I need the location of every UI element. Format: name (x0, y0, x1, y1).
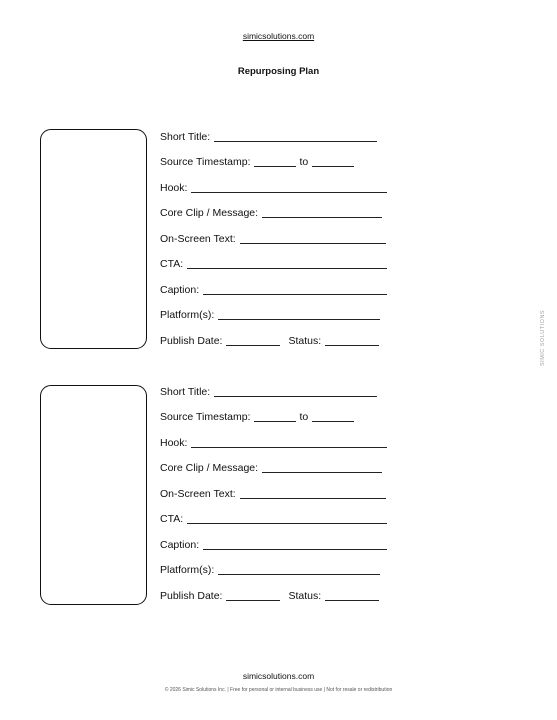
core-clip-label: Core Clip / Message: (160, 207, 259, 220)
on-screen-text-blank (240, 234, 386, 244)
hook-field (160, 175, 400, 201)
publish-date-field (160, 328, 400, 354)
timestamp-start-blank (254, 412, 296, 422)
hook-blank (191, 438, 387, 448)
core-clip-label: Core Clip / Message: (160, 462, 259, 475)
platforms-field (160, 303, 400, 329)
cta-label: CTA: (160, 513, 184, 526)
timestamp-end-blank (312, 157, 354, 167)
source-timestamp-label: Source Timestamp: (160, 156, 251, 169)
status-blank (325, 591, 379, 601)
short-title-label: Short Title: (160, 385, 211, 398)
status-label: Status: (288, 334, 322, 347)
publish-date-label: Publish Date: (160, 589, 223, 602)
publish-date-blank (226, 591, 280, 601)
platforms-blank (218, 565, 380, 575)
footer-legal: © 2026 Simic Solutions Inc. | Free for personal or internal business use | Not for resale or redistribution (164, 687, 393, 693)
status-label: Status: (288, 589, 322, 602)
caption-label: Caption: (160, 283, 200, 296)
on-screen-text-field (160, 481, 400, 507)
cta-field (160, 252, 400, 278)
short-title-field (160, 379, 400, 405)
side-watermark: SIMIC SOLUTIONS (540, 309, 546, 366)
caption-blank (203, 540, 387, 550)
publish-date-blank (226, 336, 280, 346)
publish-date-label: Publish Date: (160, 334, 223, 347)
short-title-field (160, 124, 400, 150)
status-blank (325, 336, 379, 346)
platforms-field (160, 558, 400, 584)
on-screen-text-label: On-Screen Text: (160, 487, 236, 500)
site-header: simicsolutions.com (242, 31, 315, 41)
core-clip-blank (262, 463, 382, 473)
core-clip-blank (262, 208, 382, 218)
cta-blank (187, 514, 387, 524)
caption-field (160, 277, 400, 303)
platforms-label: Platform(s): (160, 564, 215, 577)
footer-site: simicsolutions.com (242, 671, 315, 681)
hook-blank (191, 183, 387, 193)
short-title-label: Short Title: (160, 130, 211, 143)
on-screen-text-blank (240, 489, 386, 499)
cta-label: CTA: (160, 258, 184, 271)
to-label: to (299, 411, 309, 424)
image-placeholder-frame (40, 129, 147, 349)
caption-field (160, 532, 400, 558)
on-screen-text-field (160, 226, 400, 252)
source-timestamp-field (160, 405, 400, 431)
on-screen-text-label: On-Screen Text: (160, 232, 236, 245)
publish-date-field (160, 583, 400, 609)
caption-blank (203, 285, 387, 295)
short-title-blank (214, 132, 377, 142)
platforms-blank (218, 310, 380, 320)
page-title: Repurposing Plan (237, 66, 320, 77)
timestamp-end-blank (312, 412, 354, 422)
plan-fields (160, 124, 400, 354)
plan-fields (160, 379, 400, 609)
hook-label: Hook: (160, 181, 188, 194)
source-timestamp-field (160, 150, 400, 176)
short-title-blank (214, 387, 377, 397)
source-timestamp-label: Source Timestamp: (160, 411, 251, 424)
core-clip-field (160, 201, 400, 227)
hook-label: Hook: (160, 436, 188, 449)
cta-field (160, 507, 400, 533)
platforms-label: Platform(s): (160, 309, 215, 322)
image-placeholder-frame (40, 385, 147, 605)
caption-label: Caption: (160, 538, 200, 551)
core-clip-field (160, 456, 400, 482)
hook-field (160, 430, 400, 456)
cta-blank (187, 259, 387, 269)
to-label: to (299, 156, 309, 169)
timestamp-start-blank (254, 157, 296, 167)
